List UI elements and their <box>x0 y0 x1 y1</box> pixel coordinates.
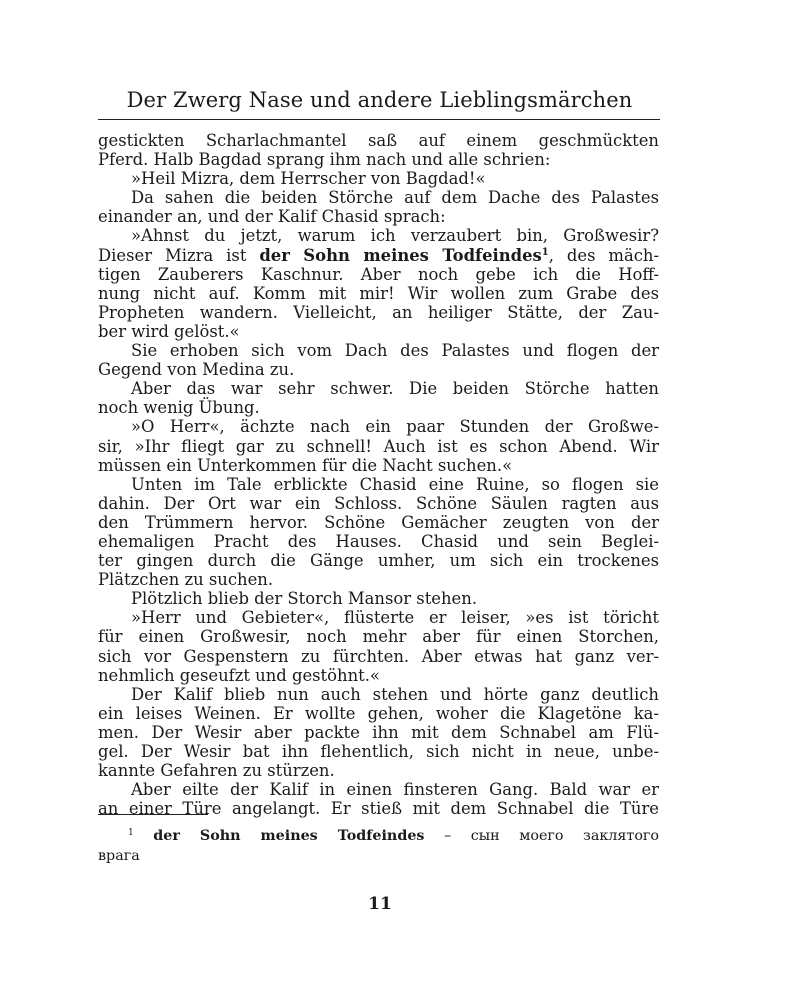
text-line: nung nicht auf. Komm mit mir! Wir wollen zum Grabe des <box>98 283 659 303</box>
text-line: men. Der Wesir aber packte ihn mit dem Schnabel am Flü- <box>98 722 659 742</box>
text-line: ein leises Weinen. Er wollte gehen, woher die Klagetöne ka- <box>98 703 659 723</box>
text-line: ehemaligen Pracht des Hauses. Chasid und sein Beglei- <box>98 531 659 551</box>
page-number: 11 <box>368 894 392 914</box>
text-run: , des mäch- <box>548 245 660 265</box>
footnote-rule <box>98 814 208 815</box>
text-line: Sie erhoben sich vom Dach des Palastes und flogen der <box>131 341 659 361</box>
text-line: sich vor Gespenstern zu fürchten. Aber etwas hat ganz ver- <box>98 646 659 666</box>
footnote-dash: – <box>444 828 452 844</box>
text-line: ter gingen durch die Gänge umher, um sich ein trockenes <box>98 551 659 571</box>
text-line: Aber das war sehr schwer. Die beiden Störche hatten <box>131 379 659 399</box>
text-line: den Trümmern hervor. Schöne Gemächer zeugten von der <box>98 512 659 532</box>
footnote-ref[interactable]: 1 <box>541 246 549 258</box>
text-line: Unten im Tale erblickte Chasid eine Ruine, so flogen sie <box>131 474 659 494</box>
footnote-marker: 1 <box>128 828 134 838</box>
footnote-term: der Sohn meines Todfeindes <box>153 828 425 844</box>
text-line: noch wenig Übung. <box>98 398 260 418</box>
text-line: dahin. Der Ort war ein Schloss. Schöne Säulen ragten aus <box>98 493 659 513</box>
footnote-line: врага <box>98 848 140 864</box>
text-line: »Herr und Gebieter«, flüsterte er leiser, »es ist töricht <box>131 608 659 628</box>
text-line: Plätzchen zu suchen. <box>98 570 274 590</box>
text-line: Gegend von Medina zu. <box>98 360 295 380</box>
text-line: Der Kalif blieb nun auch stehen und hörte ganz deutlich <box>131 684 659 704</box>
text-line: einander an, und der Kalif Chasid sprach: <box>98 207 446 227</box>
glossed-term: der Sohn meines Todfeindes <box>259 245 542 265</box>
text-line: gel. Der Wesir bat ihn flehentlich, sich nicht in neue, unbe- <box>98 742 659 761</box>
running-header: Der Zwerg Nase und andere Lieblingsmärchen <box>126 88 633 112</box>
text-line: Pferd. Halb Bagdad sprang ihm nach und alle schrien: <box>98 150 551 170</box>
text-line: Propheten wandern. Vielleicht, an heiliger Stätte, der Zau- <box>98 302 659 322</box>
text-line: »O Herr«, ächzte nach ein paar Stunden der Großwe- <box>131 417 659 437</box>
text-line: nehmlich geseufzt und gestöhnt.« <box>98 665 380 685</box>
text-line: gestickten Scharlachmantel saß auf einem geschmückten <box>98 131 659 150</box>
text-line: an einer Türe angelangt. Er stieß mit dem Schnabel die Türe <box>98 799 659 819</box>
text-line: »Heil Mizra, dem Herrscher von Bagdad!« <box>131 169 486 189</box>
text-line: kannte Gefahren zu stürzen. <box>98 761 335 781</box>
header-rule <box>98 119 660 120</box>
text-line: sir, »Ihr fliegt gar zu schnell! Auch ist es schon Abend. Wir <box>98 436 659 456</box>
text-line: müssen ein Unterkommen für die Nacht suchen.« <box>98 455 513 475</box>
footnote-line <box>98 826 659 846</box>
text-line: Plötzlich blieb der Storch Mansor stehen. <box>131 589 478 609</box>
text-line: für einen Großwesir, noch mehr aber für einen Storchen, <box>98 627 659 647</box>
text-line: »Ahnst du jetzt, warum ich verzaubert bin, Großwesir? <box>131 226 659 246</box>
body-text <box>98 131 659 818</box>
footnote-translation: сын моего заклятого <box>470 828 660 844</box>
text-line: Aber eilte der Kalif in einen finsteren Gang. Bald war er <box>131 780 659 800</box>
text-line: tigen Zauberers Kaschnur. Aber noch gebe ich die Hoff- <box>98 264 659 284</box>
text-line: Da sahen die beiden Störche auf dem Dache des Palastes <box>131 188 659 208</box>
text-line <box>98 246 659 265</box>
text-line: ber wird gelöst.« <box>98 321 240 341</box>
footnote <box>98 826 659 866</box>
text-run: Dieser Mizra ist <box>98 245 260 265</box>
